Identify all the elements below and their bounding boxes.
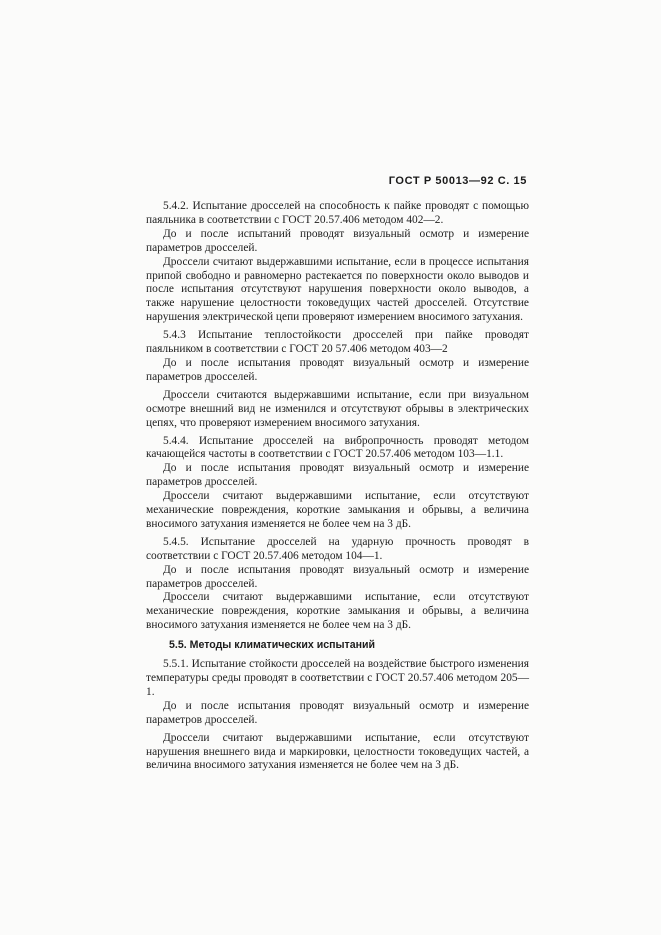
paragraph: До и после испытания проводят визуальный осмотр и измерение параметров дросселей. xyxy=(146,699,529,726)
paragraph: До и после испытания проводят визуальный осмотр и измерение параметров дросселей. xyxy=(146,356,529,383)
paragraph: Дроссели считают выдержавшими испытание, если отсутствуют нарушения внешнего вида и маркировки, целостности токоведущих частей, а величина вносимого затухания изменяется не более чем на 3 дБ. xyxy=(146,731,529,772)
page-header-standard-ref: ГОСТ Р 50013—92 С. 15 xyxy=(388,175,527,187)
paragraph: Дроссели считают выдержавшими испытание, если отсутствуют механические повреждения, короткие замыкания и обрывы, а величина вносимого затухания изменяется не более чем на 3 дБ. xyxy=(146,490,529,530)
paragraph-5-5-1: 5.5.1. Испытание стойкости дросселей на воздействие быстрого изменения температуры среды проводят в соответствии с ГОСТ 20.57.406 методом 205—1. xyxy=(146,658,529,698)
section-heading-5-5: 5.5. Методы климатических испытаний xyxy=(169,639,376,652)
paragraph-5-4-5: 5.4.5. Испытание дросселей на ударную прочность проводят в соответствии с ГОСТ 20.57.406 методом 104—1. xyxy=(146,535,529,562)
paragraph: Дроссели считаются выдержавшими испытание, если при визуальном осмотре внешний вид не изменился и отсутствуют обрывы в электрических цепях, что проверяют измерением вносимого затухания. xyxy=(146,388,529,429)
paragraph-5-4-4: 5.4.4. Испытание дросселей на вибропрочность проводят методом качающейся частоты в соответствии с ГОСТ 20.57.406 методом 103—1.1. xyxy=(146,434,529,461)
paragraph: Дроссели считают выдержавшими испытание, если в процессе испытания припой свободно и равномерно растекается по поверхности около выводов и после испытания отсутствуют нарушения поверхности около выводов, а также нарушение целостности токоведущих частей дросселей. Отсутствие нарушения электрической цепи проверяют измерением вносимого затухания. xyxy=(146,255,529,324)
paragraph-5-4-3: 5.4.3 Испытание теплостойкости дросселей при пайке проводят паяльником в соответствии с ГОСТ 20 57.406 методом 403—2 xyxy=(146,329,529,356)
paragraph-5-4-2: 5.4.2. Испытание дросселей на способность к пайке проводят с помощью паяльника в соответствии с ГОСТ 20.57.406 методом 402—2. xyxy=(146,200,529,226)
paragraph: До и после испытаний проводят визуальный осмотр и измерение параметров дросселей. xyxy=(146,227,529,254)
document-body xyxy=(146,200,529,773)
paragraph: До и после испытания проводят визуальный осмотр и измерение параметров дросселей. xyxy=(146,563,529,590)
paragraph: До и после испытания проводят визуальный осмотр и измерение параметров дросселей. xyxy=(146,462,529,489)
paragraph: Дроссели считают выдержавшими испытание, если отсутствуют механические повреждения, короткие замыкания и обрывы, а величина вносимого затухания изменяется не более чем на 3 дБ. xyxy=(146,591,529,632)
